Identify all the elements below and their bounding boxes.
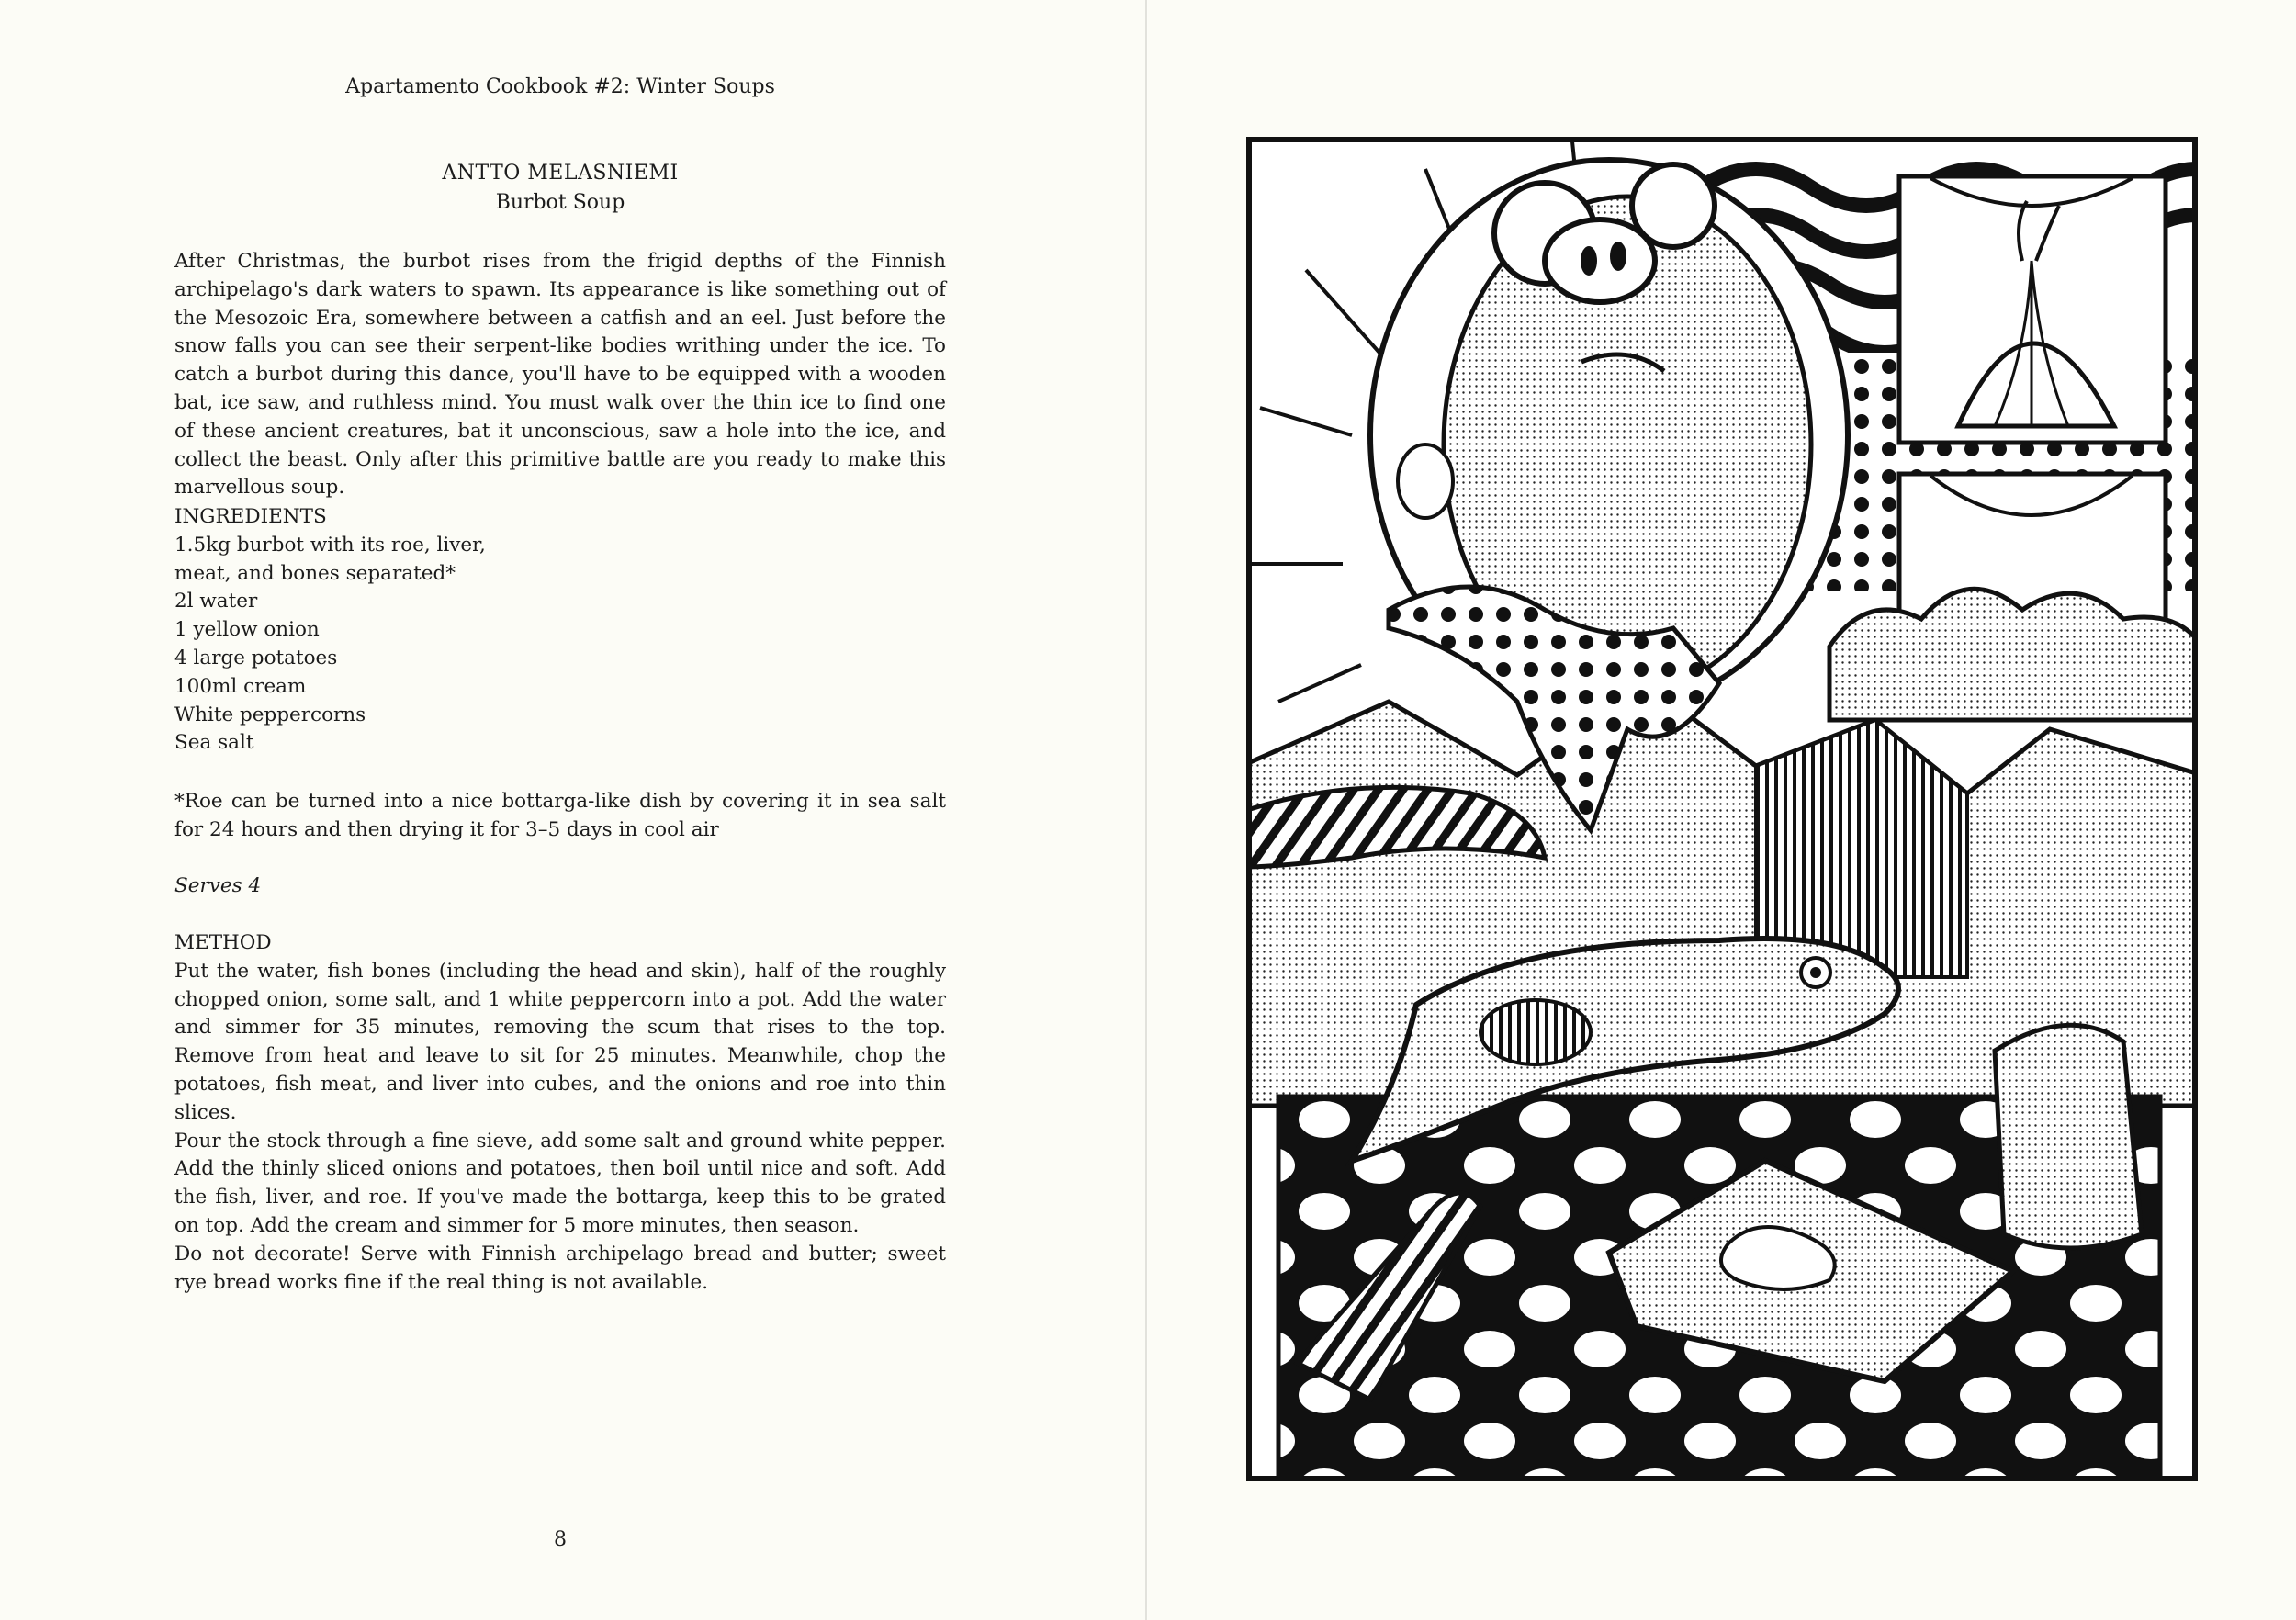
onion-panels	[1899, 176, 2166, 639]
ingredient-item: 2l water	[174, 590, 258, 613]
footnote: *Roe can be turned into a nice bottarga-like dish by covering it in sea salt for 24 hours and then drying it for 3–5 days in cool air	[174, 790, 946, 841]
ingredient-item: 4 large potatoes	[174, 646, 338, 669]
running-head: Apartamento Cookbook #2: Winter Soups	[345, 75, 775, 98]
ingredients-section	[174, 503, 946, 758]
burbot-soup-illustration	[1242, 132, 2202, 1486]
rye-loaf	[1995, 1025, 2142, 1248]
method-paragraph: Pour the stock through a fine sieve, add some salt and ground white pepper. Add the thinly sliced onions and potatoes, then boil until nice and soft. Add the fish, liver, and roe. If you've made the bottarga, keep this to be grated on top. Add the cream and simmer for 5 more minutes, then season.	[174, 1129, 946, 1237]
method-paragraph: Put the water, fish bones (including the head and skin), half of the roughly chopped onion, some salt, and 1 white peppercorn into a pot. Add the water and simmer for 35 minutes, removing the scum that rises to the top. Remove from heat and leave to sit for 25 minutes. Meanwhile, chop the potatoes, fish meat, and liver into cubes, and the onions and roe into thin slices.	[174, 959, 946, 1124]
ingredients-heading: INGREDIENTS	[174, 505, 327, 528]
method-heading: METHOD	[174, 931, 272, 954]
ingredient-item: 1 yellow onion	[174, 618, 320, 642]
ingredient-item: White peppercorns	[174, 703, 366, 726]
author-name: ANTTO MELASNIEMI	[442, 162, 679, 185]
book-spine	[1145, 0, 1147, 1620]
left-page	[0, 0, 1146, 1620]
ingredient-item: 1.5kg burbot with its roe, liver, meat, and bones separated*	[174, 533, 486, 585]
page-number: 8	[554, 1528, 567, 1551]
illustration-artwork	[1242, 132, 2202, 1486]
recipe-title: Burbot Soup	[495, 191, 625, 214]
intro-paragraph: After Christmas, the burbot rises from the frigid depths of the Finnish archipelago's dark waters to spawn. Its appearance is like something out of the Mesozoic Era, somewhere between a catfish and an eel. Just before the snow falls you can see their serpent-like bodies writhing under the ice. To catch a burbot during this dance, you'll have to be equipped with a wooden bat, ice saw, and ruthless mind. You must walk over the thin ice to find one of these ancient creatures, bat it unconscious, saw a hole into the ice, and collect the beast. Only after this primitive battle are you ready to make this marvellous soup.	[174, 250, 946, 500]
serves-note: Serves 4	[174, 874, 262, 897]
ingredient-item: 100ml cream	[174, 674, 307, 698]
ingredient-item: Sea salt	[174, 731, 254, 755]
method-paragraph: Do not decorate! Serve with Finnish archipelago bread and butter; sweet rye bread works fine if the real thing is not available.	[174, 1242, 946, 1294]
method-section	[174, 929, 946, 1297]
